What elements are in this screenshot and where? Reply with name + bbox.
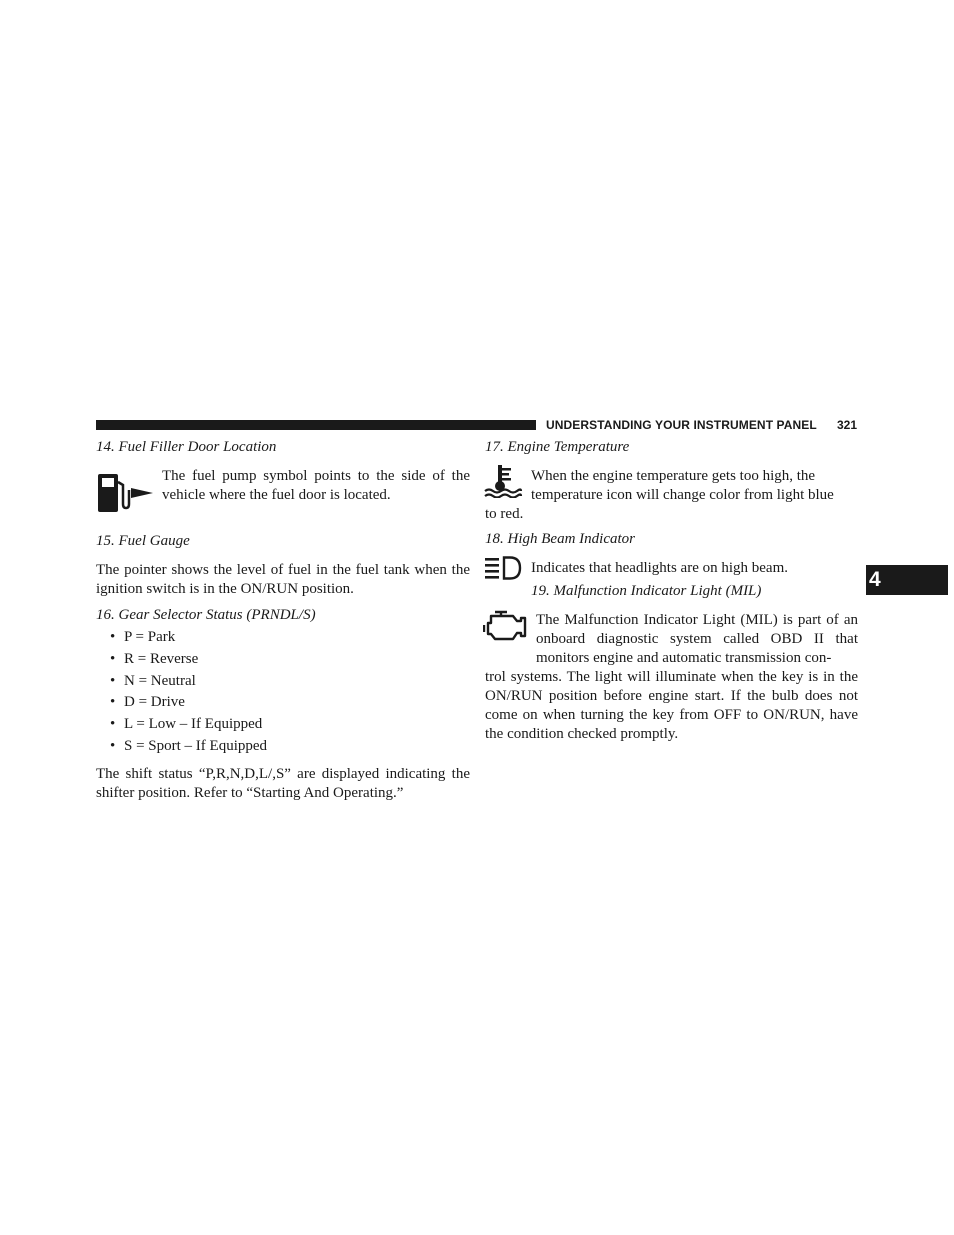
list-item: • R = Reverse — [110, 650, 199, 667]
gear-selector-list — [110, 627, 267, 758]
list-item: • L = Low – If Equipped — [110, 716, 263, 733]
list-item: • P = Park — [110, 629, 176, 645]
engine-temp-heading: 17. Engine Temperature — [485, 439, 630, 455]
fuel-gauge-text: The pointer shows the level of fuel in the fuel tank when the ignition switch is in the ON/RUN position. — [96, 562, 470, 597]
mil-text-indented: The Malfunction Indicator Light (MIL) is part of an onboard diagnostic system called OBD II that monitors engine and automatic transmission con- — [536, 612, 858, 666]
engine-temp-text-3: to red. — [485, 506, 524, 522]
chapter-tab: 4 — [866, 565, 948, 595]
high-beam-text: Indicates that headlights are on high beam. — [531, 560, 788, 576]
list-item: • N = Neutral — [110, 672, 196, 689]
check-engine-icon — [483, 608, 529, 644]
engine-temp-text-2: temperature icon will change color from light blue — [531, 487, 834, 503]
running-header: UNDERSTANDING YOUR INSTRUMENT PANEL — [546, 418, 817, 432]
coolant-temperature-icon — [483, 464, 523, 498]
fuel-filler-heading: 14. Fuel Filler Door Location — [96, 439, 277, 455]
fuel-gauge-heading: 15. Fuel Gauge — [96, 533, 190, 549]
list-item: • S = Sport – If Equipped — [110, 737, 268, 754]
page-number: 321 — [837, 418, 858, 432]
engine-temp-text-1: When the engine temperature gets too high, the — [531, 468, 816, 484]
gear-selector-heading: 16. Gear Selector Status (PRNDL/S) — [96, 607, 316, 623]
fuel-filler-text: The fuel pump symbol points to the side of the vehicle where the fuel door is located. — [162, 468, 470, 503]
mil-text-full: trol systems. The light will illuminate when the key is in the ON/RUN position before engine start. If the bulb does not come on when turning the key from OFF to ON/RUN, have the condition checked promptly. — [485, 669, 858, 742]
fuel-pump-icon — [97, 472, 155, 514]
high-beam-heading: 18. High Beam Indicator — [485, 531, 635, 547]
high-beam-icon — [484, 556, 522, 580]
header-rule — [96, 420, 536, 430]
mil-heading: 19. Malfunction Indicator Light (MIL) — [531, 583, 762, 599]
list-item: • D = Drive — [110, 694, 185, 711]
gear-selector-text: The shift status “P,R,N,D,L/,S” are displayed indicating the shifter position. Refer to “Starting And Operating.” — [96, 766, 470, 801]
